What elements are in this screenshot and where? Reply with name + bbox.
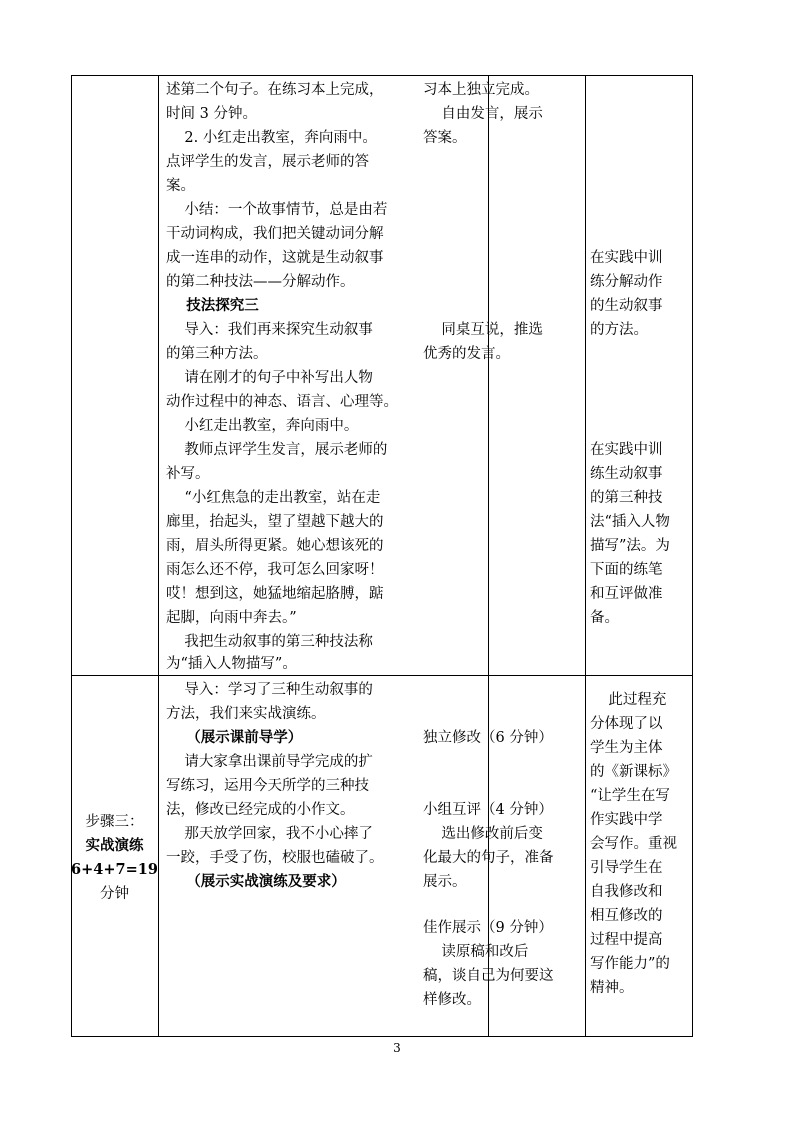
text-line: 写作能力”的 [590, 956, 670, 972]
row-divider [71, 675, 693, 676]
text-line: 自我修改和 [590, 884, 663, 900]
text-line: 动作过程中的神态、语言、心理等。 [166, 394, 398, 410]
text-line: 读原稿和改后 [423, 944, 529, 960]
text-line: 案。 [166, 178, 195, 194]
text-line: 廊里，抬起头，望了望越下越大的 [166, 514, 384, 530]
text-line: 写练习，运用今天所学的三种技 [166, 778, 369, 794]
text-line: “让学生在写 [590, 788, 670, 804]
text-line: 小红走出教室，奔向雨中。 [166, 418, 359, 434]
step-name: 实战演练 [85, 837, 144, 854]
text-line: 导入：我们再来探究生动叙事 [166, 322, 373, 338]
text-line: 佳作展示（9 分钟） [423, 920, 553, 936]
text-line: 的方法。 [590, 322, 648, 338]
text-line: 补写。 [166, 466, 210, 482]
text-line: 雨怎么还不停，我可怎么回家呀！ [166, 562, 384, 578]
text-line: 的《新课标》 [590, 764, 677, 780]
text-line: 化最大的句子，准备 [423, 850, 554, 866]
text-line: 练生动叙事 [590, 466, 663, 482]
text-line: “小红焦急的走出教室，站在走 [166, 490, 381, 506]
text-line: 过程中提高 [590, 932, 663, 948]
text-line: 优秀的发言。 [423, 346, 510, 362]
text-line: 教师点评学生发言，展示老师的 [166, 442, 388, 458]
text-line: 答案。 [423, 130, 467, 146]
text-line: 方法，我们来实战演练。 [166, 706, 326, 722]
col-border-3 [585, 75, 586, 1037]
text-line: 时间 3 分钟。 [166, 106, 257, 122]
text-line: 自由发言，展示 [423, 106, 543, 122]
text-line: 的第三种技 [590, 490, 663, 506]
text-line: 一跤，手受了伤，校服也磕破了。 [166, 850, 384, 866]
step-title: 步骤三： [85, 814, 144, 830]
step-duration-unit: 分钟 [100, 886, 129, 902]
text-line: 习本上独立完成。 [423, 82, 539, 98]
text-line: 的第二种技法——分解动作。 [166, 274, 355, 290]
text-line: 作实践中学 [590, 812, 663, 828]
text-line: 选出修改前后变 [423, 826, 543, 842]
text-line: 小组互评（4 分钟） [423, 802, 553, 818]
text-line: 独立修改（6 分钟） [423, 730, 553, 746]
text-line: 引导学生在 [590, 860, 663, 876]
text-line: 此过程充 [590, 692, 667, 708]
col-border-2 [488, 75, 489, 1037]
text-line: 同桌互说，推选 [423, 322, 543, 338]
text-line: 我把生动叙事的第三种技法称 [166, 634, 373, 650]
text-line: 会写作。重视 [590, 836, 677, 852]
text-line: 法“插入人物 [590, 514, 670, 530]
section-heading: （展示课前导学） [166, 729, 303, 746]
text-line: 学生为主体 [590, 740, 663, 756]
text-line: 分体现了以 [590, 716, 663, 732]
text-line: 备。 [590, 610, 619, 626]
text-line: 相互修改的 [590, 908, 663, 924]
text-line: 描写”法。为 [590, 538, 670, 554]
text-line: 稿，谈自己为何要这 [423, 968, 554, 984]
section-heading: 技法探究三 [166, 297, 259, 314]
text-line: 在实践中训 [590, 442, 663, 458]
step-duration-formula: 6+4+7=19 [71, 861, 158, 878]
text-line: 法，修改已经完成的小作文。 [166, 802, 355, 818]
text-line: 下面的练笔 [590, 562, 663, 578]
text-line: 为“插入人物描写”。 [166, 656, 297, 672]
text-line: 雨，眉头所得更紧。她心想该死的 [166, 538, 384, 554]
text-line: 和互评做准 [590, 586, 663, 602]
text-line: 哎！想到这，她猛地缩起胳膊，踮 [166, 586, 384, 602]
text-line: 点评学生的发言，展示老师的答 [166, 154, 369, 170]
text-line: 干动词构成，我们把关键动词分解 [166, 226, 384, 242]
text-line: 小结：一个故事情节，总是由若 [166, 202, 388, 218]
col-border-1 [158, 75, 159, 1037]
text-line: 导入：学习了三种生动叙事的 [166, 682, 373, 698]
text-line: 起脚，向雨中奔去。” [166, 610, 297, 626]
text-line: 展示。 [423, 874, 467, 890]
text-line: 请大家拿出课前导学完成的扩 [166, 754, 373, 770]
text-line: 成一连串的动作，这就是生动叙事 [166, 250, 384, 266]
text-line: 的生动叙事 [590, 298, 663, 314]
text-line: 那天放学回家，我不小心摔了 [166, 826, 373, 842]
text-line: 述第二个句子。在练习本上完成， [166, 82, 384, 98]
table-border-top [71, 75, 693, 76]
text-line: 在实践中训 [590, 250, 663, 266]
page-number: 3 [393, 1041, 401, 1055]
text-line: 练分解动作 [590, 274, 663, 290]
text-line: 精神。 [590, 980, 634, 996]
text-line: 2. 小红走出教室，奔向雨中。 [166, 130, 377, 146]
text-line: 请在刚才的句子中补写出人物 [166, 370, 373, 386]
table-border-bottom [71, 1036, 693, 1037]
text-line: 样修改。 [423, 992, 481, 1008]
col-border-right [692, 75, 693, 1037]
section-heading: （展示实战演练及要求） [166, 873, 346, 890]
text-line: 的第三种方法。 [166, 346, 268, 362]
